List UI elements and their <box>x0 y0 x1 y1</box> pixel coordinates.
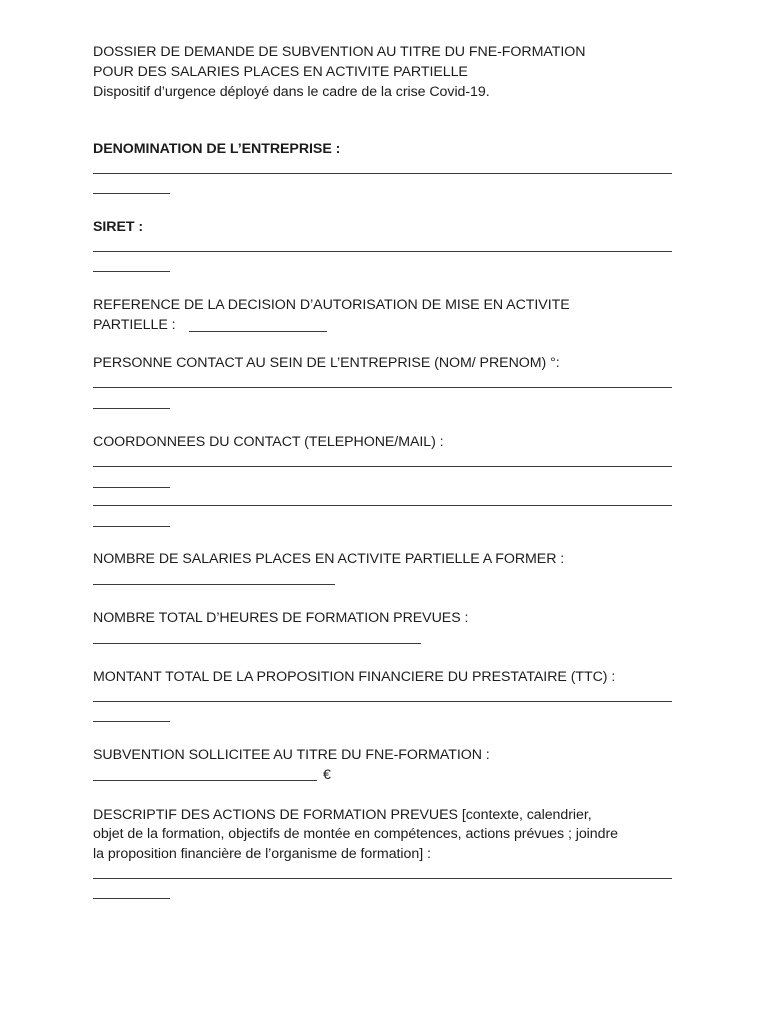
siret-line-1[interactable] <box>93 251 672 252</box>
training-description-label: DESCRIPTIF DES ACTIONS DE FORMATION PREVUES [contexte, calendrier, <box>93 807 592 823</box>
total-amount-line-1[interactable] <box>93 701 672 702</box>
decision-reference-label-2-text: PARTIELLE : <box>93 317 176 333</box>
decision-reference-label: REFERENCE DE LA DECISION D’AUTORISATION DE MISE EN ACTIVITE <box>93 297 570 313</box>
company-name-line-1[interactable] <box>93 173 672 174</box>
subsidy-line[interactable] <box>93 780 317 781</box>
contact-details-line-2[interactable] <box>93 487 170 488</box>
contact-person-line-1[interactable] <box>93 387 672 388</box>
training-hours-line[interactable] <box>93 643 421 644</box>
training-description-line-1[interactable] <box>93 878 672 879</box>
company-name-line-2[interactable] <box>93 193 170 194</box>
subsidy-label: SUBVENTION SOLLICITEE AU TITRE DU FNE-FORMATION : <box>93 747 490 763</box>
contact-details-line-1[interactable] <box>93 466 672 467</box>
training-hours-label: NOMBRE TOTAL D’HEURES DE FORMATION PREVUES : <box>93 610 469 626</box>
siret-label: SIRET : <box>93 219 144 235</box>
decision-reference-label-2 <box>93 315 176 335</box>
contact-details-line-4[interactable] <box>93 526 170 527</box>
employee-count-label: NOMBRE DE SALARIES PLACES EN ACTIVITE PARTIELLE A FORMER : <box>93 551 565 567</box>
siret-line-2[interactable] <box>93 271 170 272</box>
subtitle: Dispositif d’urgence déployé dans le cadre de la crise Covid-19. <box>93 84 490 100</box>
euro-symbol: € <box>323 767 331 783</box>
training-description-label-2: objet de la formation, objectifs de montée en compétences, actions prévues ; joindre <box>93 826 618 842</box>
contact-details-label: COORDONNEES DU CONTACT (TELEPHONE/MAIL) : <box>93 434 444 450</box>
training-description-line-2[interactable] <box>93 898 170 899</box>
decision-reference-line[interactable] <box>189 331 327 332</box>
employee-count-line[interactable] <box>93 584 335 585</box>
contact-person-line-2[interactable] <box>93 408 170 409</box>
title-line-2: POUR DES SALARIES PLACES EN ACTIVITE PARTIELLE <box>93 64 468 80</box>
training-description-label-3: la proposition financière de l’organisme de formation] : <box>93 846 431 862</box>
company-name-label: DENOMINATION DE L’ENTREPRISE : <box>93 141 341 157</box>
title-line-1: DOSSIER DE DEMANDE DE SUBVENTION AU TITRE DU FNE-FORMATION <box>93 44 586 60</box>
contact-person-label: PERSONNE CONTACT AU SEIN DE L’ENTREPRISE (NOM/ PRENOM) °: <box>93 355 560 371</box>
total-amount-line-2[interactable] <box>93 721 170 722</box>
total-amount-label: MONTANT TOTAL DE LA PROPOSITION FINANCIERE DU PRESTATAIRE (TTC) : <box>93 669 616 685</box>
contact-details-line-3[interactable] <box>93 505 672 506</box>
